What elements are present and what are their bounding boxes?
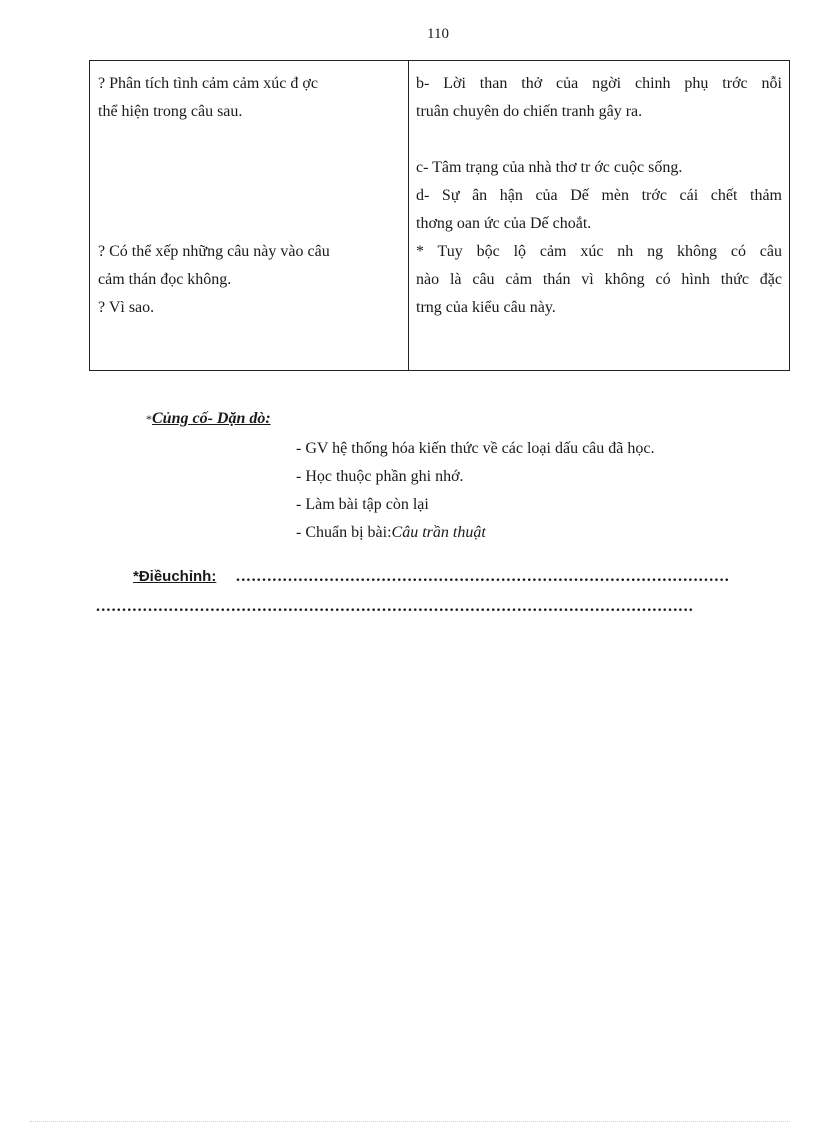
question-2-line-1: ? Có thể xếp những câu này vào câu bbox=[98, 243, 330, 260]
page-number: 110 bbox=[427, 26, 449, 42]
task-item-3: - Làm bài tập còn lại bbox=[296, 496, 429, 513]
review-title: Củng cố- Dặn dò: bbox=[152, 410, 271, 427]
column-divider bbox=[408, 61, 409, 370]
question-2-line-2: cảm thán đọc không. bbox=[98, 271, 232, 288]
footer-rule bbox=[30, 1121, 790, 1122]
note-line-1: * Tuy bộc lộ cảm xúc nh ng không có câu bbox=[416, 243, 782, 260]
question-1-line-2: thể hiện trong câu sau. bbox=[98, 103, 243, 120]
adjustment-dots-line-1: ............................................................................................... bbox=[236, 568, 730, 585]
task-item-1: - GV hệ thống hóa kiến thức về các loại dấu câu đã học. bbox=[296, 440, 655, 457]
task-item-4 bbox=[296, 524, 486, 542]
task-item-2: - Học thuộc phần ghi nhớ. bbox=[296, 468, 464, 485]
question-1-line-1: ? Phân tích tình cảm cảm xúc đ ợc bbox=[98, 75, 318, 92]
answer-b-line-1: b- Lời than thở của ngời chinh phụ trớc nỗi bbox=[416, 75, 782, 92]
question-3: ? Vì sao. bbox=[98, 299, 155, 316]
review-star: * bbox=[146, 412, 152, 426]
next-lesson-title: Câu trần thuật bbox=[391, 524, 486, 541]
lesson-table bbox=[89, 60, 790, 371]
note-line-3: trng của kiểu câu này. bbox=[416, 299, 556, 316]
answer-d-line-2: thơng oan ức của Dế choắt. bbox=[416, 215, 592, 232]
adjustment-heading: *Điềuchỉnh: bbox=[133, 568, 217, 585]
prepare-lesson-label: - Chuẩn bị bài: bbox=[296, 524, 392, 541]
note-line-2: nào là câu cảm thán vì không có hình thức đặc bbox=[416, 271, 782, 288]
answer-c: c- Tâm trạng của nhà thơ tr ớc cuộc sống. bbox=[416, 159, 683, 176]
adjustment-dots-line-2: ................................................................................................................... bbox=[96, 598, 694, 615]
answer-d-line-1: d- Sự ân hận của Dế mèn trớc cái chết thảm bbox=[416, 187, 782, 204]
review-heading bbox=[146, 410, 271, 428]
answer-b-line-2: truân chuyên do chiến tranh gây ra. bbox=[416, 103, 643, 120]
